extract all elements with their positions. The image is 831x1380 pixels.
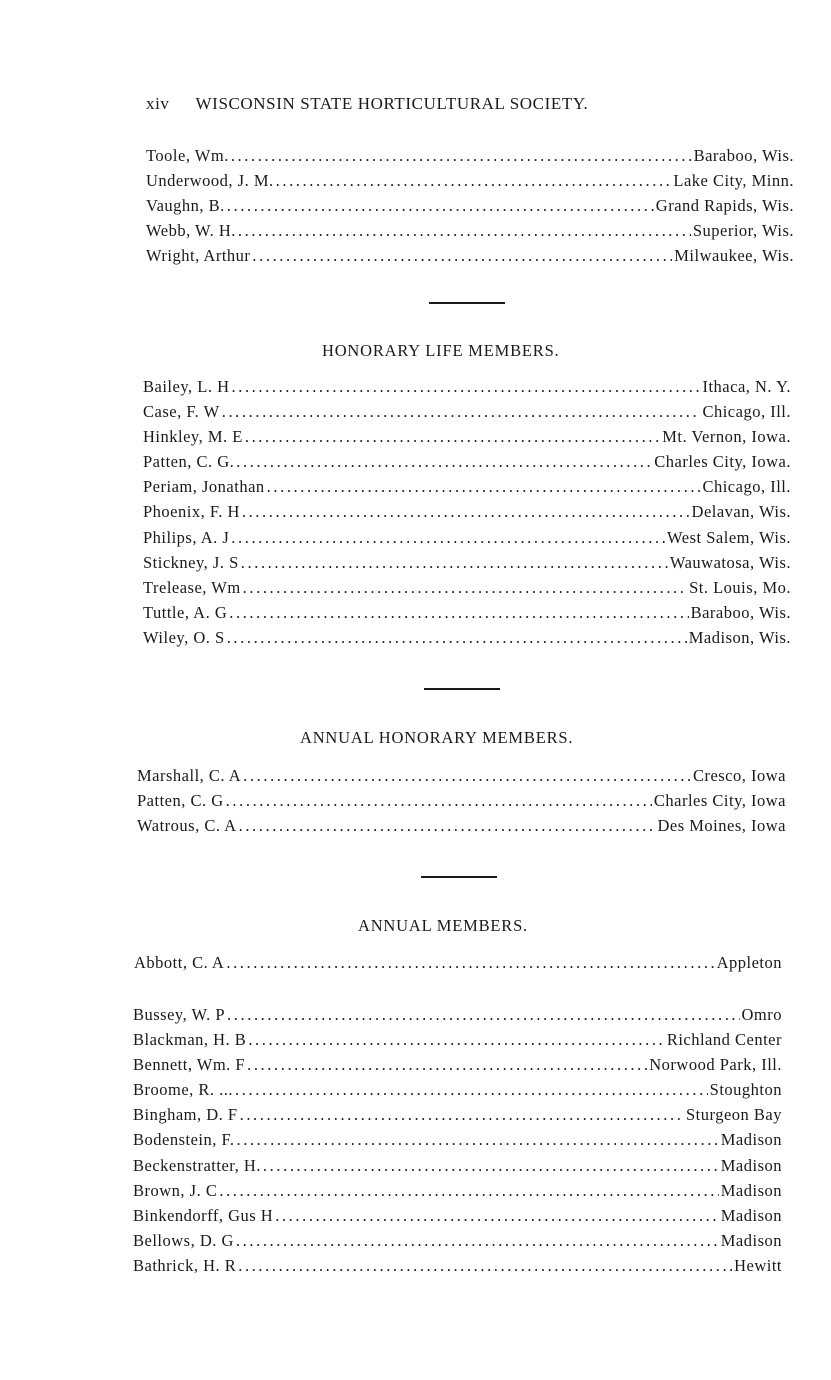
- member-entry: [137, 816, 786, 841]
- member-entry: [143, 528, 791, 553]
- continued-members-list: [146, 146, 794, 271]
- page-number: xiv: [146, 94, 170, 113]
- dot-leader: [252, 246, 672, 266]
- member-name: Bennett, Wm. F: [133, 1055, 246, 1075]
- member-entry: [143, 477, 791, 502]
- member-entry: [134, 953, 782, 978]
- member-name: Phoenix, F. H: [143, 502, 240, 522]
- member-place: Wauwatosa, Wis.: [669, 552, 791, 572]
- member-entry: [146, 196, 794, 221]
- member-entry: [133, 1256, 782, 1281]
- member-place: Mt. Vernon, Iowa.: [662, 427, 791, 447]
- member-place: Milwaukee, Wis.: [674, 246, 794, 266]
- member-place: Hewitt: [734, 1255, 782, 1275]
- member-name: Wiley, O. S: [143, 627, 225, 647]
- member-name: Patten, C. G.: [143, 452, 235, 472]
- member-place: Des Moines, Iowa: [657, 816, 786, 836]
- member-place: Madison: [720, 1180, 782, 1200]
- member-name: Hinkley, M. E: [143, 427, 243, 447]
- member-entry: [133, 1005, 782, 1030]
- member-place: Baraboo, Wis.: [693, 146, 794, 165]
- member-entry: [133, 1030, 782, 1055]
- member-place: Sturgeon Bay: [686, 1105, 782, 1125]
- member-place: Grand Rapids, Wis.: [655, 196, 794, 216]
- member-place: Delavan, Wis.: [691, 502, 791, 522]
- member-name: Wright, Arthur: [146, 246, 251, 266]
- dot-leader: [232, 377, 701, 397]
- dot-leader: [236, 1130, 718, 1150]
- member-place: Richland Center: [666, 1030, 782, 1050]
- dot-leader: [238, 221, 691, 241]
- member-place: Charles City, Iowa: [653, 791, 786, 811]
- member-entry: [143, 578, 791, 603]
- member-place: Madison: [720, 1230, 782, 1250]
- dot-leader: [231, 146, 692, 166]
- member-place: Norwood Park, Ill.: [649, 1055, 782, 1075]
- member-name: Bathrick, H. R: [133, 1255, 237, 1275]
- member-entry: [143, 402, 791, 427]
- member-place: Baraboo, Wis.: [690, 602, 791, 622]
- member-name: Beckenstratter, H.: [133, 1155, 261, 1175]
- member-name: Stickney, J. S: [143, 552, 239, 572]
- section-divider: [429, 302, 505, 304]
- dot-leader: [236, 1231, 719, 1251]
- member-place: Stoughton: [709, 1080, 782, 1100]
- dot-leader: [248, 1030, 664, 1050]
- member-entry: [133, 1080, 782, 1105]
- member-name: Case, F. W: [143, 402, 220, 422]
- member-name: Marshall, C. A: [137, 766, 242, 785]
- member-place: West Salem, Wis.: [667, 527, 791, 547]
- dot-leader: [239, 816, 656, 836]
- member-entry: [143, 502, 791, 527]
- member-name: Philips, A. J: [143, 527, 230, 547]
- member-name: Toole, Wm.: [146, 146, 229, 165]
- member-place: Cresco, Iowa: [692, 766, 786, 785]
- member-place: Madison: [720, 1130, 782, 1150]
- member-place: Superior, Wis.: [692, 221, 794, 241]
- member-place: Appleton: [716, 953, 782, 972]
- dot-leader: [276, 171, 672, 191]
- member-place: Madison: [720, 1205, 782, 1225]
- member-name: Trelease, Wm: [143, 577, 241, 597]
- member-entry: [137, 766, 786, 791]
- member-entry: [146, 146, 794, 171]
- member-place: Lake City, Minn.: [673, 171, 794, 191]
- dot-leader: [275, 1206, 719, 1226]
- member-name: Patten, C. G: [137, 791, 224, 811]
- dot-leader: [241, 553, 668, 573]
- dot-leader: [229, 603, 688, 623]
- member-name: Bailey, L. H: [143, 377, 230, 396]
- dot-leader: [242, 502, 690, 522]
- member-name: Tuttle, A. G: [143, 602, 228, 622]
- member-entry: [143, 553, 791, 578]
- section-divider: [424, 688, 500, 690]
- member-name: Binkendorff, Gus H: [133, 1205, 274, 1225]
- dot-leader: [245, 427, 660, 447]
- member-entry: [133, 1206, 782, 1231]
- member-entry: [133, 1181, 782, 1206]
- section-divider: [421, 876, 497, 878]
- member-place: Madison: [720, 1155, 782, 1175]
- member-entry: [146, 246, 794, 271]
- dot-leader: [263, 1156, 719, 1176]
- dot-leader: [235, 1080, 708, 1100]
- dot-leader: [222, 402, 701, 422]
- section-title-annual-honorary: ANNUAL HONORARY MEMBERS.: [300, 728, 574, 747]
- member-place: Chicago, Ill.: [702, 477, 791, 497]
- member-entry: [143, 603, 791, 628]
- member-name: Bellows, D. G: [133, 1230, 234, 1250]
- member-entry: [143, 377, 791, 402]
- dot-leader: [243, 766, 691, 786]
- member-name: Vaughn, B.: [146, 196, 225, 216]
- member-name: Watrous, C. A: [137, 816, 237, 836]
- dot-leader: [226, 953, 714, 973]
- annual-honorary-members-list: [137, 766, 786, 841]
- member-entry: [133, 1156, 782, 1181]
- dot-leader: [227, 196, 654, 216]
- member-name: Periam, Jonathan: [143, 477, 265, 497]
- dot-leader: [238, 1256, 732, 1276]
- annual-members-first-list: [134, 953, 782, 978]
- member-entry: [133, 1105, 782, 1130]
- member-entry: [143, 628, 791, 653]
- member-place: St. Louis, Mo.: [689, 577, 791, 597]
- member-name: Underwood, J. M.: [146, 171, 274, 191]
- member-entry: [133, 1055, 782, 1080]
- member-name: Brown, J. C: [133, 1180, 218, 1200]
- running-title: WISCONSIN STATE HORTICULTURAL SOCIETY.: [195, 94, 589, 113]
- member-name: Bussey, W. P: [133, 1005, 226, 1024]
- member-entry: [146, 221, 794, 246]
- dot-leader: [240, 1105, 684, 1125]
- dot-leader: [236, 452, 652, 472]
- dot-leader: [226, 791, 652, 811]
- dot-leader: [247, 1055, 647, 1075]
- member-place: Charles City, Iowa.: [654, 452, 791, 472]
- member-name: Webb, W. H.: [146, 221, 236, 241]
- section-title-honorary-life: HONORARY LIFE MEMBERS.: [322, 341, 560, 360]
- member-place: Omro: [741, 1005, 782, 1024]
- member-place: Ithaca, N. Y.: [702, 377, 791, 396]
- dot-leader: [231, 528, 665, 548]
- dot-leader: [243, 578, 687, 598]
- member-entry: [133, 1130, 782, 1155]
- member-entry: [143, 452, 791, 477]
- member-name: Abbott, C. A: [134, 953, 225, 972]
- dot-leader: [227, 628, 687, 648]
- member-name: Bodenstein, F.: [133, 1130, 235, 1150]
- member-entry: [146, 171, 794, 196]
- member-name: Blackman, H. B: [133, 1030, 247, 1050]
- dot-leader: [219, 1181, 718, 1201]
- member-place: Chicago, Ill.: [702, 402, 791, 422]
- dot-leader: [267, 477, 701, 497]
- annual-members-list: [133, 1005, 782, 1281]
- member-entry: [143, 427, 791, 452]
- member-name: Bingham, D. F: [133, 1105, 238, 1125]
- dot-leader: [227, 1005, 739, 1025]
- member-place: Madison, Wis.: [688, 627, 791, 647]
- member-entry: [137, 791, 786, 816]
- honorary-life-members-list: [143, 377, 791, 653]
- member-name: Broome, R. ...: [133, 1080, 234, 1100]
- member-entry: [133, 1231, 782, 1256]
- page-header: [146, 94, 766, 114]
- section-title-annual: ANNUAL MEMBERS.: [358, 916, 528, 935]
